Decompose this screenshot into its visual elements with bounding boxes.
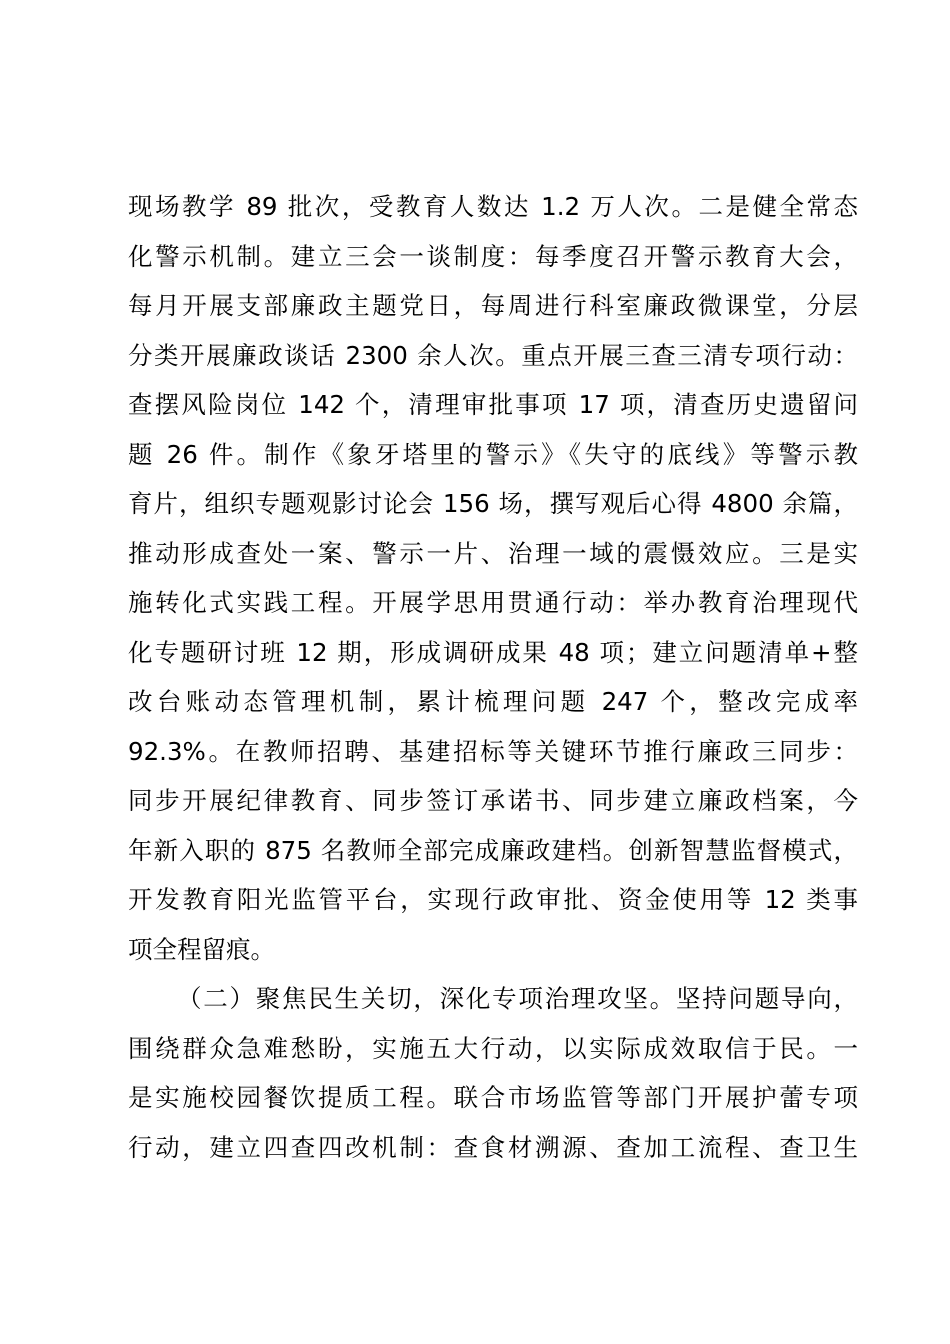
section-heading-line: （二）聚焦民生关切，深化专项治理攻坚。坚持问题导向， xyxy=(177,984,858,1013)
text-line: 育片，组织专题观影讨论会 156 场，撰写观后心得 4800 余篇， xyxy=(128,489,858,518)
text-line: 是实施校园餐饮提质工程。联合市场监管等部门开展护蕾专项 xyxy=(128,1083,858,1112)
text-line: 分类开展廉政谈话 2300 余人次。重点开展三查三清专项行动： xyxy=(128,340,858,370)
text-line: 年新入职的 875 名教师全部完成廉政建档。创新智慧监督模式， xyxy=(128,835,858,865)
text-line: 化专题研讨班 12 期，形成调研成果 48 项；建立问题清单+整 xyxy=(128,637,858,667)
text-line: 施转化式实践工程。开展学思用贯通行动：举办教育治理现代 xyxy=(128,588,858,617)
text-line: 改台账动态管理机制，累计梳理问题 247 个，整改完成率 xyxy=(128,687,858,716)
text-line: 开发教育阳光监管平台，实现行政审批、资金使用等 12 类事 xyxy=(128,885,858,914)
text-line: 题 26 件。制作《象牙塔里的警示》《失守的底线》等警示教 xyxy=(128,439,858,469)
text-line: 92.3%。在教师招聘、基建招标等关键环节推行廉政三同步： xyxy=(128,736,858,766)
text-line: 查摆风险岗位 142 个，清理审批事项 17 项，清查历史遗留问 xyxy=(128,390,858,419)
text-line: 同步开展纪律教育、同步签订承诺书、同步建立廉政档案，今 xyxy=(128,786,858,815)
text-line: 每月开展支部廉政主题党日，每周进行科室廉政微课堂，分层 xyxy=(128,291,858,320)
text-line: 推动形成查处一案、警示一片、治理一域的震慑效应。三是实 xyxy=(128,538,858,568)
text-line: 围绕群众急难愁盼，实施五大行动，以实际成效取信于民。一 xyxy=(128,1033,858,1063)
text-line: 现场教学 89 批次，受教育人数达 1.2 万人次。二是健全常态 xyxy=(128,192,858,221)
text-line: 化警示机制。建立三会一谈制度：每季度召开警示教育大会， xyxy=(128,241,858,271)
paragraph-end-line: 项全程留痕。 xyxy=(128,934,275,964)
body-text xyxy=(128,182,858,1172)
text-line: 行动，建立四查四改机制：查食材溯源、查加工流程、查卫生 xyxy=(128,1132,858,1162)
